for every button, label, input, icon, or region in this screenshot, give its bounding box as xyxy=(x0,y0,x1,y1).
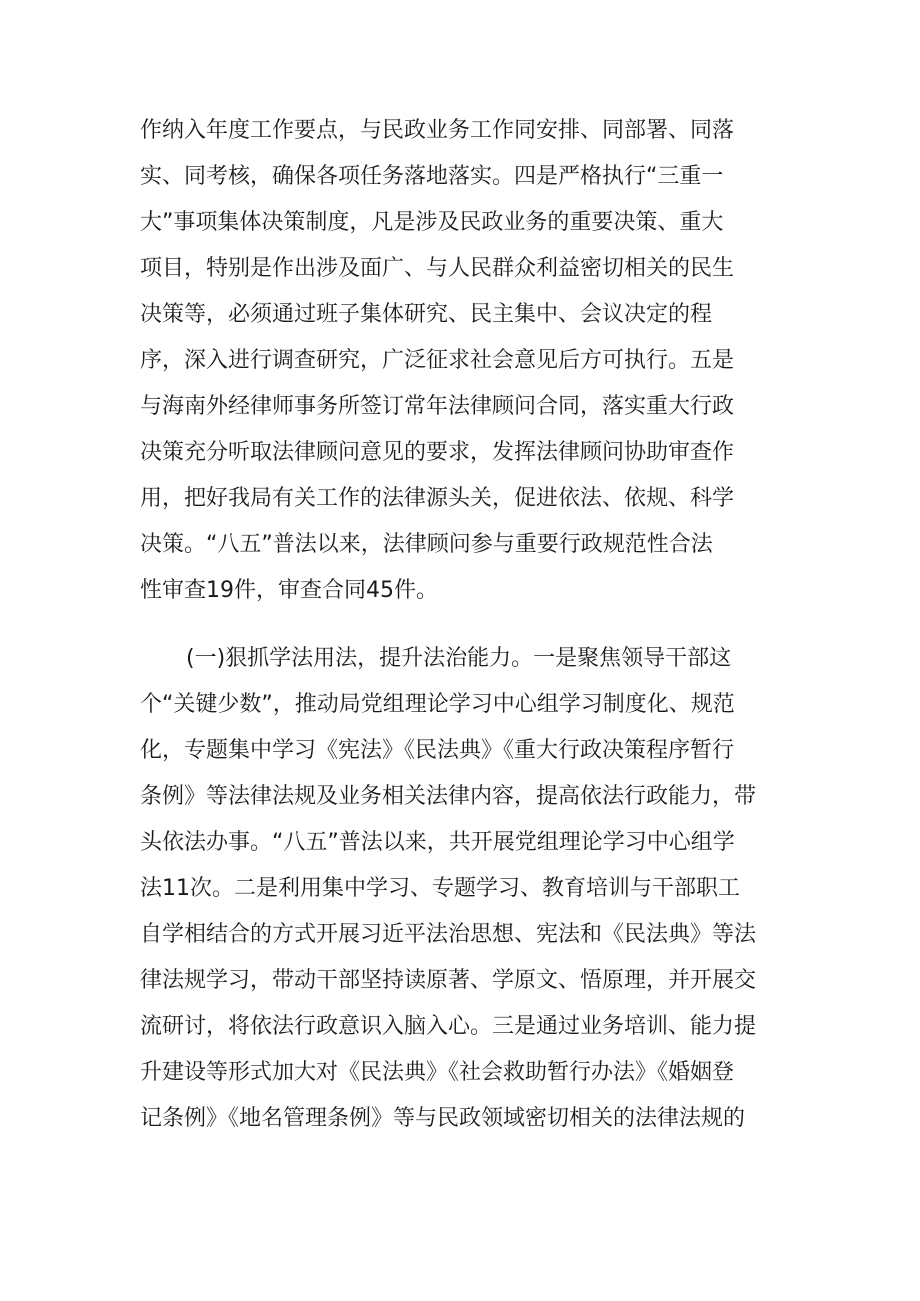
paragraph-2-line-3: 化，专题集中学习《宪法》《民法典》《重大行政决策程序暂行 xyxy=(140,738,735,763)
paragraph-2-line-7: 自学相结合的方式开展习近平法治思想、宪法和《民法典》等法 xyxy=(140,922,757,947)
paragraph-1-line-7: 与海南外经律师事务所签订常年法律顾问合同，落实重大行政 xyxy=(140,394,735,419)
paragraph-1-line-11: 性审查19件，审查合同45件。 xyxy=(140,578,438,603)
paragraph-1-line-5: 决策等，必须通过班子集体研究、民主集中、会议决定的程 xyxy=(140,302,713,327)
paragraph-2-line-6: 法11次。二是利用集中学习、专题学习、教育培训与干部职工 xyxy=(140,876,740,901)
paragraph-1-line-1: 作纳入年度工作要点，与民政业务工作同安排、同部署、同落 xyxy=(140,118,735,143)
paragraph-1-line-4: 项目，特别是作出涉及面广、与人民群众利益密切相关的民生 xyxy=(140,256,735,281)
paragraph-1-line-3: 大”事项集体决策制度，凡是涉及民政业务的重要决策、重大 xyxy=(140,210,724,235)
paragraph-2-line-4: 条例》等法律法规及业务相关法律内容，提高依法行政能力，带 xyxy=(140,784,757,809)
paragraph-1-line-9: 用，把好我局有关工作的法律源头关，促进依法、依规、科学 xyxy=(140,486,735,511)
paragraph-1-line-10: 决策。“八五”普法以来，法律顾问参与重要行政规范性合法 xyxy=(140,532,713,557)
paragraph-2-line-1: (一)狠抓学法用法，提升法治能力。一是聚焦领导干部这 xyxy=(186,646,732,671)
paragraph-2-line-11: 记条例》《地名管理条例》等与民政领域密切相关的法律法规的 xyxy=(140,1106,746,1131)
paragraph-1-line-8: 决策充分听取法律顾问意见的要求，发挥法律顾问协助审查作 xyxy=(140,440,735,465)
paragraph-1-line-2: 实、同考核，确保各项任务落地落实。四是严格执行“三重一 xyxy=(140,164,724,189)
paragraph-2-line-2: 个“关键少数”，推动局党组理论学习中心组学习制度化、规范 xyxy=(140,692,735,717)
paragraph-2-line-8: 律法规学习，带动干部坚持读原著、学原文、悟原理，并开展交 xyxy=(140,968,757,993)
paragraph-2-line-9: 流研讨，将依法行政意识入脑入心。三是通过业务培训、能力提 xyxy=(140,1014,757,1039)
paragraph-2-line-10: 升建设等形式加大对《民法典》《社会救助暂行办法》《婚姻登 xyxy=(140,1060,735,1085)
paragraph-2-line-5: 头依法办事。“八五”普法以来，共开展党组理论学习中心组学 xyxy=(140,830,735,855)
paragraph-1-line-6: 序，深入进行调查研究，广泛征求社会意见后方可执行。五是 xyxy=(140,348,735,373)
